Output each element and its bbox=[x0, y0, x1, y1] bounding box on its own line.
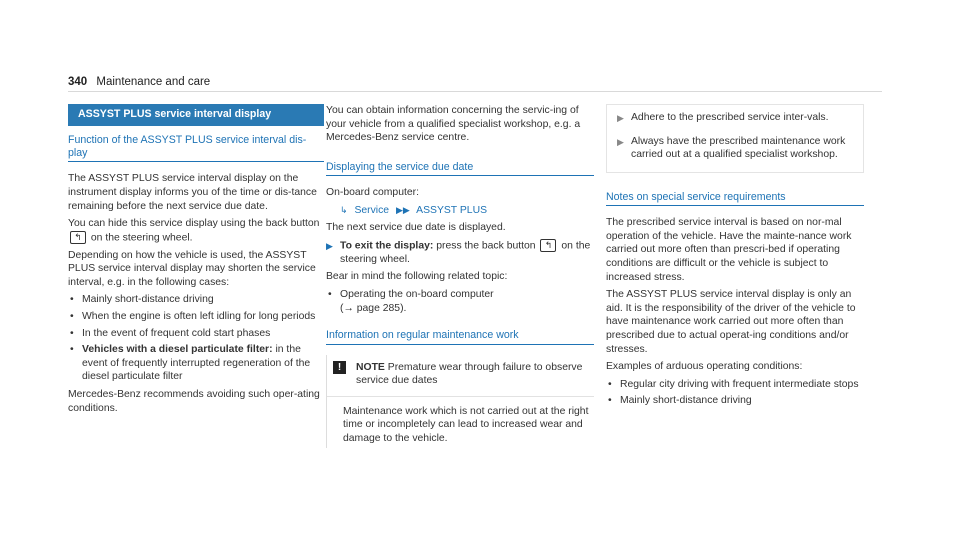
menu-path bbox=[326, 204, 594, 218]
note-box bbox=[326, 355, 594, 448]
list-item: • When the engine is often left idling for long periods bbox=[68, 310, 324, 324]
back-button-icon: ↰ bbox=[540, 239, 556, 252]
section-band: ASSYST PLUS service interval display bbox=[68, 104, 324, 126]
paragraph: Examples of arduous operating conditions: bbox=[606, 361, 803, 373]
paragraph: The ASSYST PLUS service interval display is only an aid. It is the responsibility of the driver of the vehicle to have maintenance work carried out more often than prescribed due to actual operat-ing conditions and/or stresses. bbox=[606, 289, 856, 355]
conditions-list bbox=[606, 378, 864, 408]
menu-assyst: ASSYST PLUS bbox=[416, 204, 487, 216]
menu-arrow-icon: ▶▶ bbox=[395, 204, 410, 215]
paragraph: The prescribed service interval is based on nor-mal operation of the vehicle. Have the mainte-nance work carried out more often than prescri-bed if operating conditions are difficult or the vehicle is subject to increased stress. bbox=[606, 217, 852, 283]
onboard-label: On-board computer: bbox=[326, 187, 419, 199]
paragraph: You can obtain information concerning the servic-ing of your vehicle from a qualified specialist workshop, e.g. a Mercedes-Benz service centre. bbox=[326, 105, 581, 144]
function-heading: Function of the ASSYST PLUS service interval dis-play bbox=[68, 134, 324, 163]
paragraph: You can hide this service display using the back button ↰ on the steering wheel. bbox=[68, 218, 320, 244]
note-header bbox=[327, 355, 594, 397]
column-3 bbox=[606, 104, 864, 412]
cases-list bbox=[68, 293, 324, 384]
advice-step: ▶ Adhere to the prescribed service inter-vals. bbox=[617, 111, 855, 125]
column-2 bbox=[326, 104, 594, 448]
paragraph: Mercedes-Benz recommends avoiding such oper-ating conditions. bbox=[68, 388, 320, 414]
note-title: Premature wear through failure to observe service due dates bbox=[356, 361, 583, 387]
exit-step: ▶ To exit the display: press the back button ↰ on the steering wheel. bbox=[326, 239, 591, 265]
page-number: 340 bbox=[68, 76, 88, 88]
paragraph: Depending on how the vehicle is used, the ASSYST PLUS service interval display may shorten the service interval, e.g. in the following cases: bbox=[68, 249, 316, 288]
paragraph: Bear in mind the following related topic: bbox=[326, 271, 508, 283]
back-button-icon: ↰ bbox=[70, 231, 86, 244]
menu-arrow-icon: ↳ bbox=[340, 204, 348, 215]
list-item: • Vehicles with a diesel particulate filter: in the event of frequently interrupted regeneration of the diesel particulate filter bbox=[68, 343, 324, 384]
advice-box bbox=[606, 104, 864, 173]
step-triangle-icon: ▶ bbox=[326, 240, 333, 251]
list-item: • Mainly short-distance driving bbox=[68, 293, 324, 307]
list-item: • Mainly short-distance driving bbox=[606, 394, 864, 408]
related-list bbox=[326, 288, 594, 315]
step-triangle-icon: ▶ bbox=[617, 113, 624, 123]
note-label: NOTE bbox=[356, 361, 385, 373]
page-header bbox=[68, 76, 210, 88]
special-heading: Notes on special service requirements bbox=[606, 191, 864, 206]
note-body: Maintenance work which is not carried out at the right time or incompletely can lead to increased wear and damage to the vehicle. bbox=[343, 405, 589, 444]
note-icon: ! bbox=[333, 361, 346, 374]
maintenance-heading: Information on regular maintenance work bbox=[326, 329, 594, 344]
section-title: Maintenance and care bbox=[96, 76, 211, 88]
header-divider bbox=[68, 91, 882, 92]
column-1 bbox=[68, 104, 324, 419]
list-item: • In the event of frequent cold start phases bbox=[68, 327, 324, 341]
paragraph: The next service due date is displayed. bbox=[326, 222, 506, 234]
paragraph: The ASSYST PLUS service interval display on the instrument display informs you of the time or dis-tance remaining before the next service due date. bbox=[68, 173, 317, 212]
menu-service: Service bbox=[354, 204, 390, 216]
list-item: • Regular city driving with frequent intermediate stops bbox=[606, 378, 864, 392]
due-date-heading: Displaying the service due date bbox=[326, 161, 594, 176]
step-triangle-icon: ▶ bbox=[617, 136, 624, 147]
page-reference: (→ page 285). bbox=[340, 302, 407, 314]
advice-step: ▶ Always have the prescribed maintenance work carried out at a qualified specialist workshop. bbox=[617, 135, 846, 161]
list-item: • Operating the on-board computer (→ page 285). bbox=[326, 288, 594, 315]
